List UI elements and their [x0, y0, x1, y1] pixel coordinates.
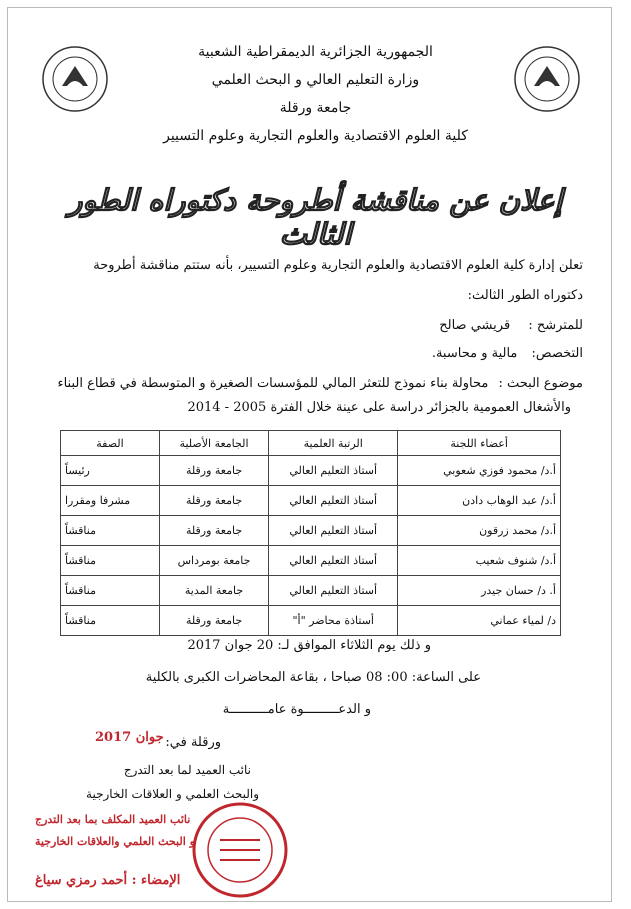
stamp-name: الإمضاء : أحمد رمزي سياغ: [35, 873, 181, 888]
header-role: الصفة: [61, 431, 160, 456]
member-name: د/ لمياء عماني: [398, 606, 561, 636]
subject-row: [57, 376, 583, 391]
member-name: أ.د/ محمود فوزي شعوبي: [398, 456, 561, 486]
member-university: جامعة ورقلة: [159, 606, 268, 636]
member-role: مناقشاً: [61, 576, 160, 606]
stamp-line-1: نائب العميد المكلف بما بعد التدرج: [35, 813, 191, 826]
member-university: جامعة المدية: [159, 576, 268, 606]
member-university: جامعة ورقلة: [159, 456, 268, 486]
schedule-day: و ذلك يوم الثلاثاء الموافق لـ: 20 جوان 2017: [187, 638, 431, 653]
table-row: [61, 486, 561, 516]
date-stamp-text: جوان 2017: [95, 730, 164, 745]
member-rank: أستاذ التعليم العالي: [269, 546, 398, 576]
header-republic: الجمهورية الجزائرية الديمقراطية الشعبية: [198, 44, 433, 60]
announcement-title: إعلان عن مناقشة أطروحة دكتوراه الطور الثالث: [68, 183, 563, 251]
member-name: أ.د/ محمد زرقون: [398, 516, 561, 546]
specialty-label: التخصص:: [531, 346, 583, 361]
member-role: مناقشاً: [61, 516, 160, 546]
member-university: جامعة ورقلة: [159, 516, 268, 546]
member-university: جامعة بومرداس: [159, 546, 268, 576]
header-ministry: وزارة التعليم العالي و البحث العلمي: [211, 72, 420, 88]
official-seal-icon: [190, 800, 290, 900]
signature-place: ورقلة في:: [165, 735, 221, 750]
table-row: [61, 456, 561, 486]
stamp-line-2: و البحث العلمي والعلاقات الخارجية: [35, 835, 195, 848]
header-faculty: كلية العلوم الاقتصادية والعلوم التجارية وعلوم التسيير: [163, 128, 468, 144]
member-rank: أستاذ التعليم العالي: [269, 486, 398, 516]
member-role: رئيساً: [61, 456, 160, 486]
subject-label: موضوع البحث :: [498, 376, 583, 391]
signature-title-2: والبحث العلمي و العلاقات الخارجية: [86, 787, 259, 801]
subject-line-2: والأشغال العمومية بالجزائر دراسة على عينة خلال الفترة 2005 - 2014: [187, 400, 571, 415]
candidate-label: للمترشح :: [528, 318, 583, 333]
member-name: أ.د/ عبد الوهاب دادن: [398, 486, 561, 516]
committee-table: [60, 430, 561, 636]
candidate-name: قريشي صالح: [439, 318, 511, 333]
table-row: [61, 606, 561, 636]
header-member: أعضاء اللجنة: [398, 431, 561, 456]
member-rank: أستاذ التعليم العالي: [269, 456, 398, 486]
member-rank: أستاذ التعليم العالي: [269, 576, 398, 606]
member-role: مناقشاً: [61, 606, 160, 636]
member-name: أ. د/ حسان جيدر: [398, 576, 561, 606]
intro-line-2: دكتوراه الطور الثالث:: [467, 288, 583, 303]
table-row: [61, 546, 561, 576]
member-rank: أستاذ التعليم العالي: [269, 516, 398, 546]
member-rank: أستاذة محاضر "أ": [269, 606, 398, 636]
intro-line-1: تعلن إدارة كلية العلوم الاقتصادية والعلوم التجارية وعلوم التسيير، بأنه ستتم مناقشة أطروحة: [93, 258, 583, 273]
member-university: جامعة ورقلة: [159, 486, 268, 516]
specialty-row: [432, 346, 583, 361]
member-role: مناقشاً: [61, 546, 160, 576]
table-row: [61, 576, 561, 606]
specialty-value: مالية و محاسبة.: [431, 346, 518, 361]
header-rank: الرتبة العلمية: [269, 431, 398, 456]
member-name: أ.د/ شنوف شعيب: [398, 546, 561, 576]
table-row: [61, 516, 561, 546]
header-university: الجامعة الأصلية: [159, 431, 268, 456]
signature-title: نائب العميد لما بعد التدرج: [123, 763, 251, 777]
member-role: مشرفا ومقررا: [61, 486, 160, 516]
invitation-text: و الدعـــــــــوة عامــــــــــة: [222, 702, 371, 717]
schedule-time: على الساعة: 00: 08 صباحا ، بقاعة المحاضرات الكبرى بالكلية: [145, 670, 481, 685]
committee-header-row: [61, 431, 561, 456]
candidate-row: [439, 318, 583, 333]
header-university: جامعة ورقلة: [279, 100, 352, 116]
subject-line-1: محاولة بناء نموذج للتعثر المالي للمؤسسات الصغيرة و المتوسطة في قطاع البناء: [57, 376, 489, 391]
